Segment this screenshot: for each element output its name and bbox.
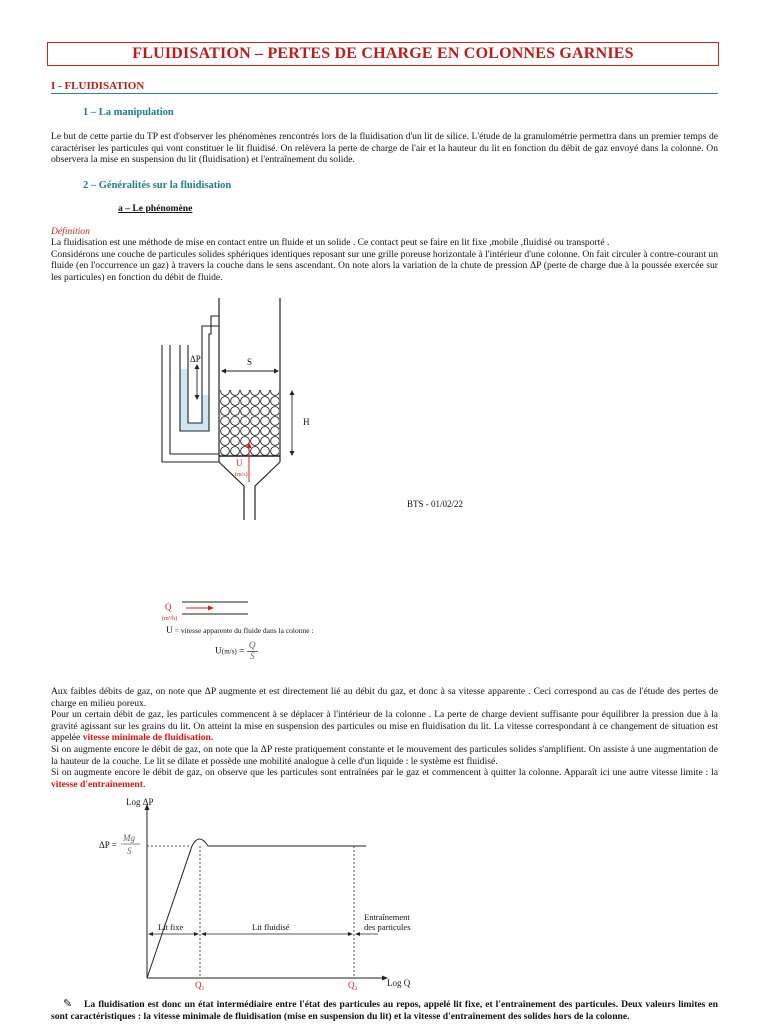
paragraph-threshold xyxy=(51,709,718,744)
definition-label: Définition xyxy=(51,226,90,237)
u-label: U xyxy=(236,458,243,468)
velocity-description xyxy=(166,626,314,636)
y-axis-label: Log ΔP xyxy=(126,797,154,807)
formula-unit: (m/s) xyxy=(221,647,237,656)
formula-denominator: S xyxy=(249,652,255,662)
velocity-desc-text: = vitesse apparente du fluide dans la colonne : xyxy=(172,626,314,635)
formula-eq: = xyxy=(236,646,247,657)
formula-u: U xyxy=(215,646,222,657)
min-fluidisation-velocity-term: vitesse minimale de fluidisation. xyxy=(82,732,214,744)
q-unit: (m³/h) xyxy=(162,616,178,622)
section-heading: I - FLUIDISATION xyxy=(51,80,145,92)
definition-block xyxy=(51,237,718,283)
paragraph-entrainment xyxy=(51,767,718,790)
paragraph-manipulation xyxy=(51,131,718,166)
dp-label: ΔP xyxy=(190,354,201,364)
mg-numerator: Mg xyxy=(123,833,135,843)
page-title: FLUIDISATION – PERTES DE CHARGE EN COLONNES GARNIES xyxy=(47,42,719,66)
paragraph-expansion: Si on augmente encore le débit de gaz, on note que la ΔP reste pratiquement constante et le mouvement des particules solides s'amplifient. On assiste à une augmentation de la hauteur de la couche. Le lit se dilate et possède une mobilité analogue à celle d'un liquide : le système est fluidisé. xyxy=(51,743,718,767)
velocity-symbol: U xyxy=(166,626,173,636)
s-denominator: S xyxy=(127,846,132,856)
s-label: S xyxy=(247,357,253,367)
q2-label: Q₂ xyxy=(348,980,358,990)
phenomenon-paragraphs xyxy=(51,686,718,790)
entrainment-end: . xyxy=(142,778,146,790)
threshold-text: Pour un certain débit de gaz, les particules commencent à se déplacer à l'intérieur de la colonne . La perte de charge devient suffisante pour équilibrer la pression due à la gravité agissant sur les grains du lit. On atteint la mise en suspension des particules ou mise en fluidisation du lit. La vitesse correspondant à ce changement de situation est appelée xyxy=(51,709,718,744)
h-label: H xyxy=(303,417,310,427)
subheading-phenomene: a – Le phénomène xyxy=(118,203,193,214)
conclusion-paragraph xyxy=(51,999,718,1022)
entrainment-label-line1: Entraînement xyxy=(364,912,410,922)
q-label: Q xyxy=(165,602,172,612)
conclusion-text: La fluidisation est donc un état intermédiaire entre l'état des particules au repos, appelé lit fixe, et l'entraînement des particules. Deux valeurs limites en sont caractéristiques : la vitesse minimale de fluidisation (mise en suspension du lit) et la vitesse d'entraînement des solides hors de la colonne. xyxy=(51,999,718,1022)
entrainment-text: Si on augmente encore le débit de gaz, on observe que les particules sont entraînées par le gaz et commencent à quitter la colonne. Apparaît ici une autre vitesse limite : la xyxy=(51,767,718,779)
paragraph-low-flow: Aux faibles débits de gaz, on note que ΔP augmente et est directement lié au débit du gaz, et donc à sa vitesse apparente . Ceci correspond au cas de l'étude des pertes de charge en milieu poreux. xyxy=(51,686,718,709)
formula-fraction xyxy=(247,641,258,662)
pressure-drop-graph xyxy=(96,796,436,992)
q1-label: Q₁ xyxy=(195,980,205,990)
fluidised-bed-label: Lit fluidisé xyxy=(252,922,290,932)
subheading-generalites: 2 – Généralités sur la fluidisation xyxy=(83,180,232,191)
section-rule xyxy=(51,93,718,94)
u-unit: (m/s) xyxy=(235,472,248,478)
dp-equation-label: ΔP = xyxy=(99,840,117,850)
pressure-drop-curve xyxy=(147,839,366,978)
bts-date: BTS - 01/02/22 xyxy=(407,499,464,509)
paragraph-text: Le but de cette partie du TP est d'observer les phénomènes rencontrés lors de la fluidisation d'un lit de silice. L'étude de la granulométrie permettra dans un premier temps de caractériser les particules qui vont constituer le lit fluidisé. On relèvera la perte de charge de l'air et la hauteur du lit en fonction du débit de gaz envoyé dans la colonne. On observera la mise en suspension du lit (fluidisation) et l'entraînement du solide. xyxy=(51,131,718,166)
x-axis-label: Log Q xyxy=(387,978,411,988)
entrainment-velocity-term: vitesse d'entraînement xyxy=(51,778,143,790)
subheading-manipulation: 1 – La manipulation xyxy=(83,107,174,118)
entrainment-label-line2: des particules xyxy=(364,922,411,932)
formula-numerator: Q xyxy=(248,641,256,651)
fixed-bed-label: Lit fixe xyxy=(158,922,184,932)
manometer-liquid xyxy=(180,369,188,431)
definition-line: Considérons une couche de particules solides sphériques identiques reposant sur une grille poreuse horizontale à l'intérieur d'une colonne. On fait circuler à contre-courant un fluide (en l'occurrence un gaz) à travers la couche dans le sens ascendant. On note alors la variation de la chute de pression ΔP (perte de charge due à la poussée exercée sur les particules) en fonction du débit de fluide. xyxy=(51,248,718,283)
definition-line: La fluidisation est une méthode de mise en contact entre un fluide et un solide . Ce contact peut se faire en lit fixe ,mobile ,fluidisé ou transporté . xyxy=(51,237,610,248)
velocity-formula xyxy=(215,641,258,662)
fluidisation-column-diagram xyxy=(150,296,320,522)
flow-rate-diagram xyxy=(160,598,260,626)
pencil-icon: ✎ xyxy=(63,998,73,1010)
